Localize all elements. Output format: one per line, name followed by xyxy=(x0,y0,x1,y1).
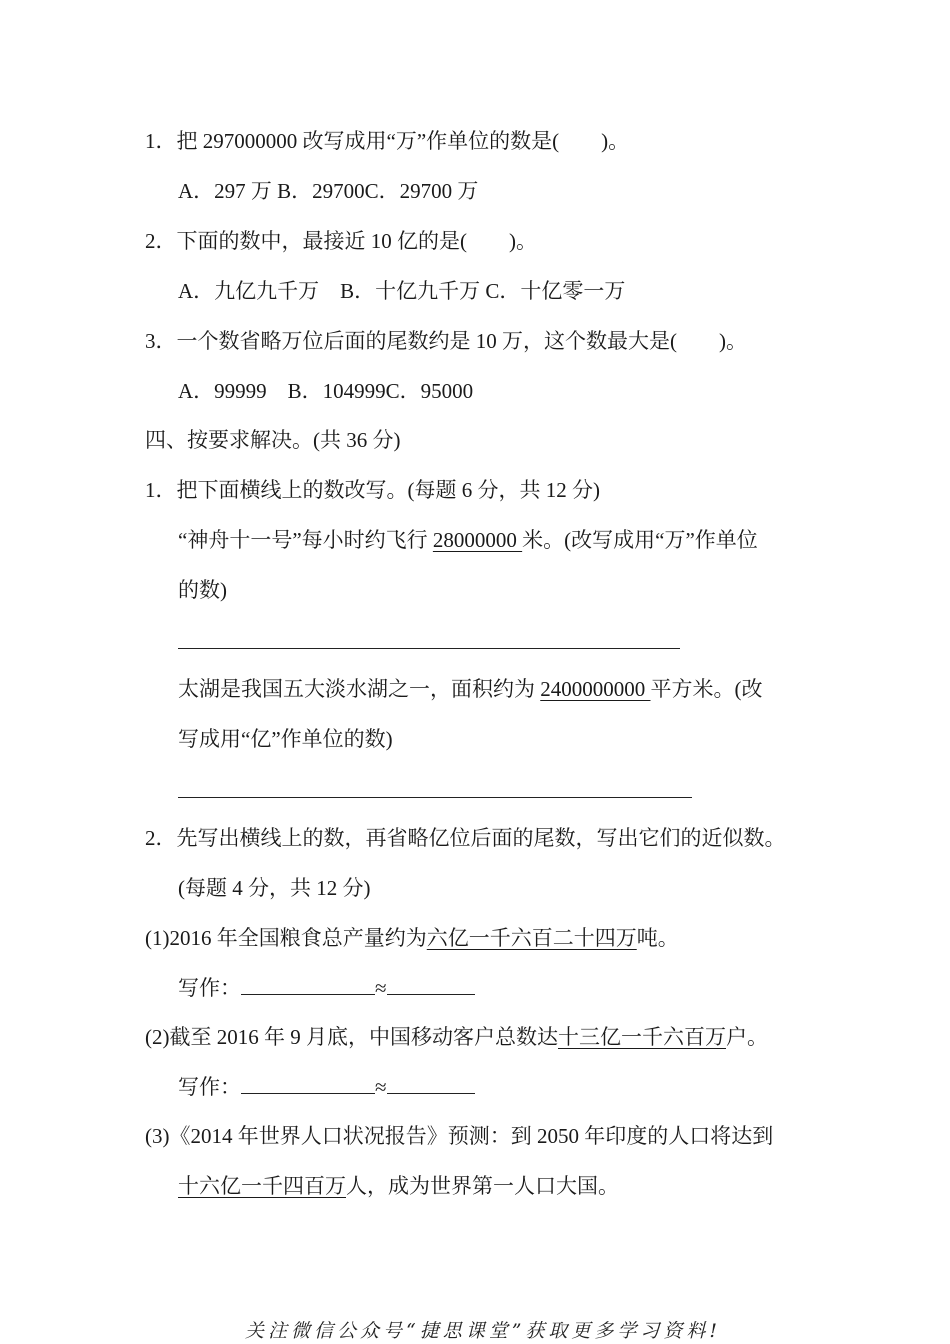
p2-score: (每题 4 分，共 12 分) xyxy=(178,876,371,900)
footer-note: 关注微信公众号“捷思课堂”获取更多学习资料! xyxy=(245,1320,722,1342)
p2-sub1-post: 吨。 xyxy=(636,926,679,950)
q1-options: A．297 万 B．29700C．29700 万 xyxy=(178,179,479,203)
p1-item1-post: 米。(改写成用“万”作单位 xyxy=(522,528,758,552)
p1-item1-pre: “神舟十一号”每小时约飞行 xyxy=(178,528,433,552)
p2-sub1-pre: (1)2016 年全国粮食总产量约为 xyxy=(145,926,427,950)
write-label: 写作： xyxy=(178,1075,241,1099)
q2-options: A．九亿九千万 B．十亿九千万 C．十亿零一万 xyxy=(178,279,626,303)
p2-sub2 xyxy=(145,1023,768,1051)
p1-item2-number: 2400000000 xyxy=(540,677,651,701)
p1-item2-pre: 太湖是我国五大淡水湖之一，面积约为 xyxy=(178,677,541,701)
exact-answer-blank[interactable] xyxy=(241,993,375,995)
approx-sign: ≈ xyxy=(375,976,387,1000)
q2-number: 2． xyxy=(145,229,177,253)
p2-sub1 xyxy=(145,924,679,952)
p1-item1 xyxy=(178,526,758,554)
p2-sub3-post: 人，成为世界第一人口大国。 xyxy=(346,1174,619,1198)
p2-sub2-post: 户。 xyxy=(726,1025,768,1049)
q2-stem xyxy=(145,227,537,255)
p2-sub2-underlined: 十三亿一千六百万 xyxy=(558,1025,726,1049)
p2-sub1-write xyxy=(178,974,475,1002)
p2-sub3-cont xyxy=(178,1172,619,1200)
p2-sub3-underlined: 十六亿一千四百万 xyxy=(178,1174,346,1198)
approx-sign: ≈ xyxy=(375,1075,387,1099)
write-label: 写作： xyxy=(178,976,241,1000)
section-heading: 四、按要求解决。(共 36 分) xyxy=(145,428,401,452)
q1-number: 1． xyxy=(145,129,177,153)
approx-answer-blank[interactable] xyxy=(387,993,475,995)
p1-item1-answer-line[interactable] xyxy=(178,648,680,649)
q1-stem xyxy=(145,127,629,155)
q3-text: 一个数省略万位后面的尾数约是 10 万，这个数最大是( )。 xyxy=(176,329,747,353)
p1-item1-number: 28000000 xyxy=(432,528,523,552)
p2-title xyxy=(145,824,786,852)
p1-item1-cont: 的数) xyxy=(178,578,227,602)
q3-options: A．99999 B．104999C．95000 xyxy=(178,379,474,403)
p1-item2-cont: 写成用“亿”作单位的数) xyxy=(178,727,393,751)
p1-number: 1． xyxy=(145,478,177,502)
q3-number: 3． xyxy=(145,329,177,353)
p2-title-text: 先写出横线上的数，再省略亿位后面的尾数，写出它们的近似数。 xyxy=(176,826,786,850)
p2-sub3: (3)《2014 年世界人口状况报告》预测：到 2050 年印度的人口将达到 xyxy=(145,1124,774,1148)
exact-answer-blank[interactable] xyxy=(241,1092,375,1094)
p1-item2-post: 平方米。(改 xyxy=(650,677,763,701)
p2-sub2-pre: (2)截至 2016 年 9 月底，中国移动客户总数达 xyxy=(145,1025,558,1049)
p1-item2 xyxy=(178,675,763,703)
approx-answer-blank[interactable] xyxy=(387,1092,475,1094)
p1-title-text: 把下面横线上的数改写。(每题 6 分，共 12 分) xyxy=(176,478,600,502)
p2-sub2-write xyxy=(178,1073,475,1101)
q1-text: 把 297000000 改写成用“万”作单位的数是( )。 xyxy=(176,129,630,153)
p2-sub1-underlined: 六亿一千六百二十四万 xyxy=(426,926,637,950)
q2-text: 下面的数中，最接近 10 亿的是( )。 xyxy=(176,229,537,253)
p2-number: 2． xyxy=(145,826,177,850)
p1-item2-answer-line[interactable] xyxy=(178,797,692,798)
q3-stem xyxy=(145,327,747,355)
p1-title xyxy=(145,476,600,504)
